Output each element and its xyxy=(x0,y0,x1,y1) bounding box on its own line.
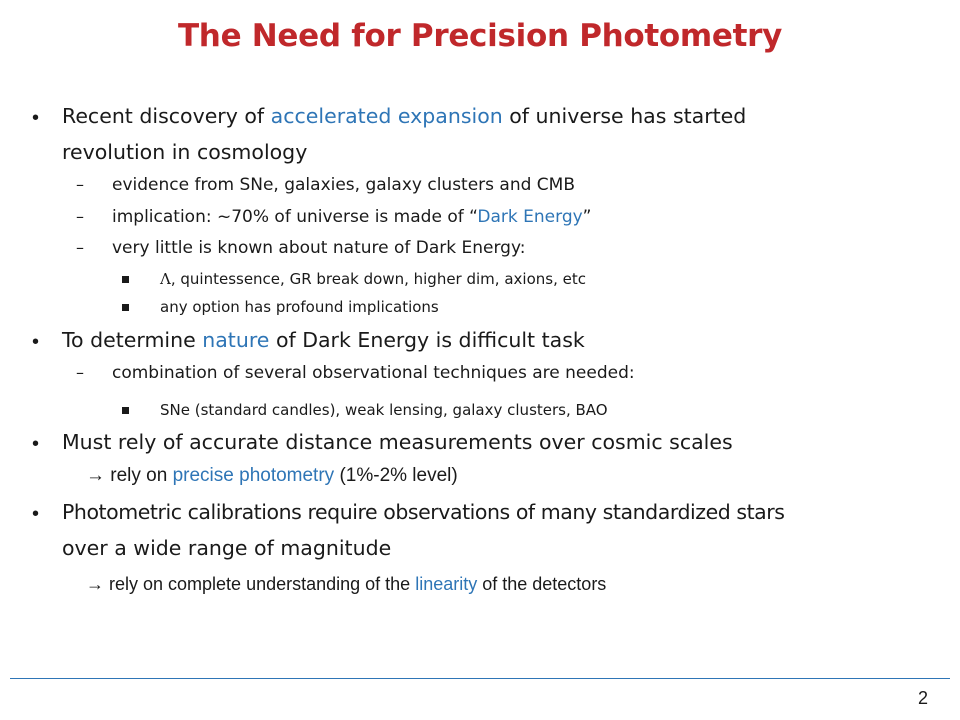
highlight-dark-energy: Dark Energy xyxy=(477,207,583,227)
sub-dash: – xyxy=(76,363,84,382)
sub-item-implication: implication: ~70% of universe is made of “Dark Energy” xyxy=(112,207,592,227)
bullet-3: Must rely of accurate distance measurements over cosmic scales xyxy=(62,430,733,454)
highlight-linearity: linearity xyxy=(415,574,478,594)
bullet-4-line-1: Photometric calibrations require observations of many standardized stars xyxy=(62,500,785,524)
arrow-line-photometry: → rely on precise photometry (1%-2% level) xyxy=(86,465,458,486)
highlight-precise-photometry: precise photometry xyxy=(172,465,335,486)
arrow-line-linearity: → rely on complete understanding of the linearity of the detectors xyxy=(86,574,607,594)
bullet-dot: • xyxy=(32,107,40,129)
bullet-dot: • xyxy=(32,433,40,455)
subsub-item-techniques: SNe (standard candles), weak lensing, galaxy clusters, BAO xyxy=(160,401,608,419)
footer-divider xyxy=(10,678,950,679)
bullet-4-line-2: over a wide range of magnitude xyxy=(62,536,392,560)
sub-dash: – xyxy=(76,175,84,194)
square-bullet-icon xyxy=(122,407,129,414)
bullet-1-line-2: revolution in cosmology xyxy=(62,140,308,164)
square-bullet-icon xyxy=(122,276,129,283)
lambda-symbol: Λ xyxy=(160,270,171,288)
bullet-dot: • xyxy=(32,503,40,525)
bullet-1-line-1: Recent discovery of accelerated expansion of universe has started xyxy=(62,104,747,128)
sub-item-evidence: evidence from SNe, galaxies, galaxy clusters and CMB xyxy=(112,175,576,195)
highlight-nature: nature xyxy=(202,328,270,352)
subsub-item-options: Λ, quintessence, GR break down, higher dim, axions, etc xyxy=(160,270,586,288)
slide-title: The Need for Precision Photometry xyxy=(177,18,783,54)
sub-item-little-known: very little is known about nature of Dark Energy: xyxy=(112,238,526,258)
sub-dash: – xyxy=(76,207,84,226)
bullet-2: To determine nature of Dark Energy is difficult task xyxy=(62,328,585,352)
highlight-accelerated-expansion: accelerated expansion xyxy=(270,104,503,128)
bullet-dot: • xyxy=(32,331,40,353)
sub-item-combination: combination of several observational techniques are needed: xyxy=(112,363,635,383)
page-number: 2 xyxy=(918,688,929,708)
sub-dash: – xyxy=(76,238,84,257)
subsub-item-implications: any option has profound implications xyxy=(160,298,439,316)
square-bullet-icon xyxy=(122,304,129,311)
